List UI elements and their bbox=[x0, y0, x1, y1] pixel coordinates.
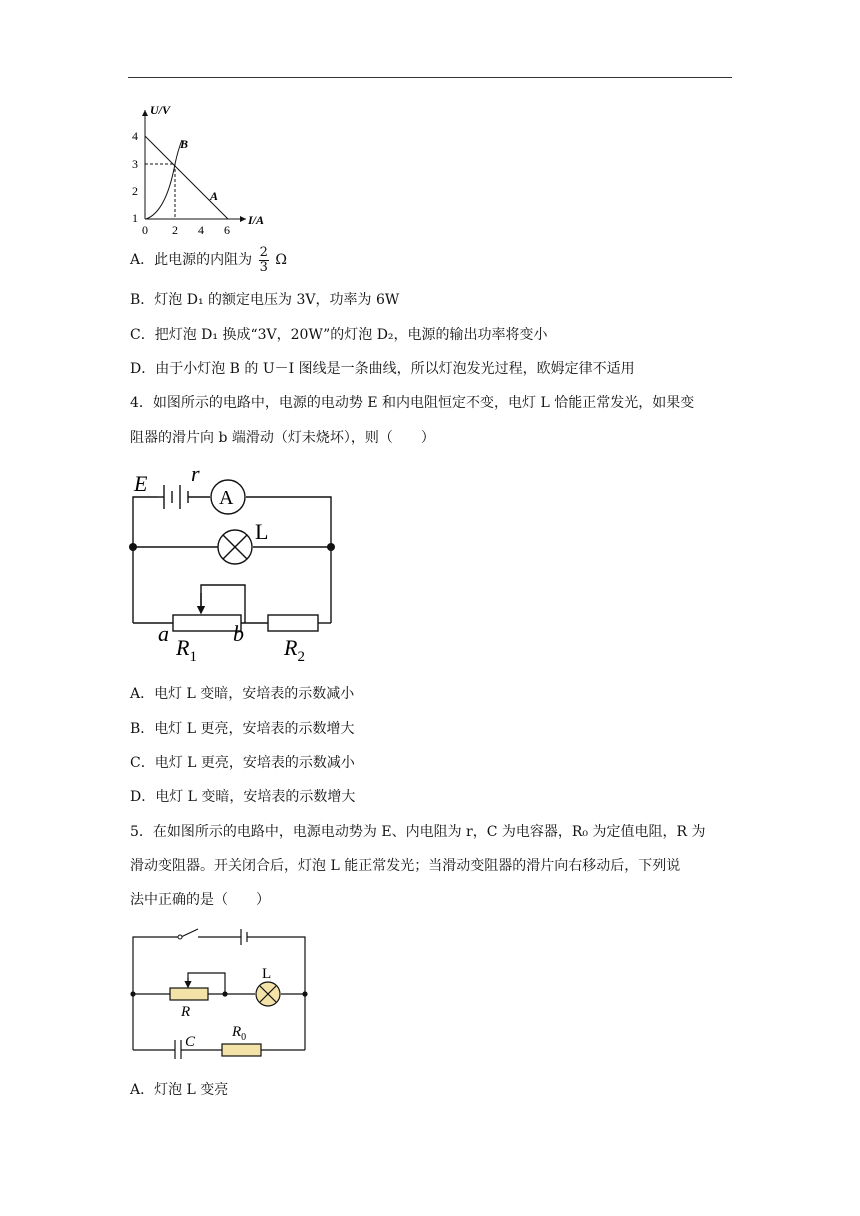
q4-stem-line1: 4．如图所示的电路中，电源的电动势 E 和内电阻恒定不变，电灯 L 恰能正常发光，如果变 bbox=[130, 395, 695, 411]
q3-option-b: B．灯泡 D₁ 的额定电压为 3V，功率为 6W bbox=[130, 292, 400, 308]
label-R: R bbox=[181, 1004, 191, 1020]
x-tick: 6 bbox=[224, 223, 230, 237]
q4-option-b: B．电灯 L 更亮，安培表的示数增大 bbox=[130, 721, 355, 737]
fraction: $\frac{2}{3}$ bbox=[259, 244, 268, 275]
label-R2: $R_2$ bbox=[284, 635, 305, 665]
header-rule bbox=[128, 77, 732, 78]
y-tick: 2 bbox=[132, 184, 138, 198]
junction-node bbox=[302, 991, 307, 996]
label-R0: $R_0$ bbox=[232, 1024, 247, 1043]
q5-circuit-diagram bbox=[128, 924, 318, 1059]
q4-stem-line2: 阻器的滑片向 b 端滑动（灯未烧坏），则（ ） bbox=[130, 430, 435, 446]
label-b: b bbox=[233, 621, 244, 646]
x-tick: 0 bbox=[142, 223, 148, 237]
resistor-R0 bbox=[222, 1044, 261, 1056]
q4-option-d: D．电灯 L 变暗，安培表的示数增大 bbox=[130, 789, 356, 805]
x-axis-label: I/A bbox=[248, 213, 265, 227]
q5-stem-line3: 法中正确的是（ ） bbox=[130, 892, 270, 908]
q5-stem-line1: 5．在如图所示的电路中，电源电动势为 E、内电阻为 r，C 为电容器，R₀ 为定值电阻，R 为 bbox=[130, 824, 706, 840]
x-tick: 4 bbox=[198, 223, 204, 237]
y-axis-label: U/V bbox=[150, 103, 171, 117]
junction-node bbox=[130, 991, 135, 996]
q4-option-c: C．电灯 L 更亮，安培表的示数减小 bbox=[130, 755, 355, 771]
y-tick: 4 bbox=[132, 129, 138, 143]
switch-contact bbox=[178, 935, 182, 939]
junction-node bbox=[327, 543, 335, 551]
q5-option-a: A．灯泡 L 变亮 bbox=[130, 1082, 229, 1098]
q3-option-c: C．把灯泡 D₁ 换成“3V，20W”的灯泡 D₂，电源的输出功率将变小 bbox=[130, 327, 548, 343]
ammeter-label: A bbox=[219, 487, 234, 509]
label-L: L bbox=[255, 519, 269, 544]
junction-node bbox=[222, 991, 227, 996]
q3-option-d: D．由于小灯泡 B 的 U－I 图线是一条曲线，所以灯泡发光过程，欧姆定律不适用 bbox=[130, 361, 635, 377]
y-tick: 1 bbox=[132, 211, 138, 225]
label-L: L bbox=[262, 966, 272, 982]
resistor-R bbox=[170, 988, 208, 1000]
label-B: B bbox=[180, 137, 189, 151]
q3-option-a: A．此电源的内阻为 $\frac{2}{3}$ Ω bbox=[130, 244, 287, 275]
label-r: r bbox=[191, 465, 200, 486]
label-a: a bbox=[158, 621, 169, 646]
curve-B bbox=[146, 140, 182, 219]
x-tick: 2 bbox=[172, 223, 178, 237]
label-A: A bbox=[210, 189, 219, 203]
label-C: C bbox=[185, 1034, 196, 1050]
label-R1: $R_1$ bbox=[176, 635, 197, 665]
junction-node bbox=[129, 543, 137, 551]
label-E: E bbox=[134, 471, 148, 496]
q4-circuit-diagram bbox=[128, 465, 343, 665]
q5-stem-line2: 滑动变阻器。开关闭合后，灯泡 L 能正常发光；当滑动变阻器的滑片向右移动后，下列说 bbox=[130, 858, 681, 874]
q3-ui-graph bbox=[128, 100, 288, 240]
y-tick: 3 bbox=[132, 157, 138, 171]
q4-option-a: A．电灯 L 变暗，安培表的示数减小 bbox=[130, 686, 355, 702]
